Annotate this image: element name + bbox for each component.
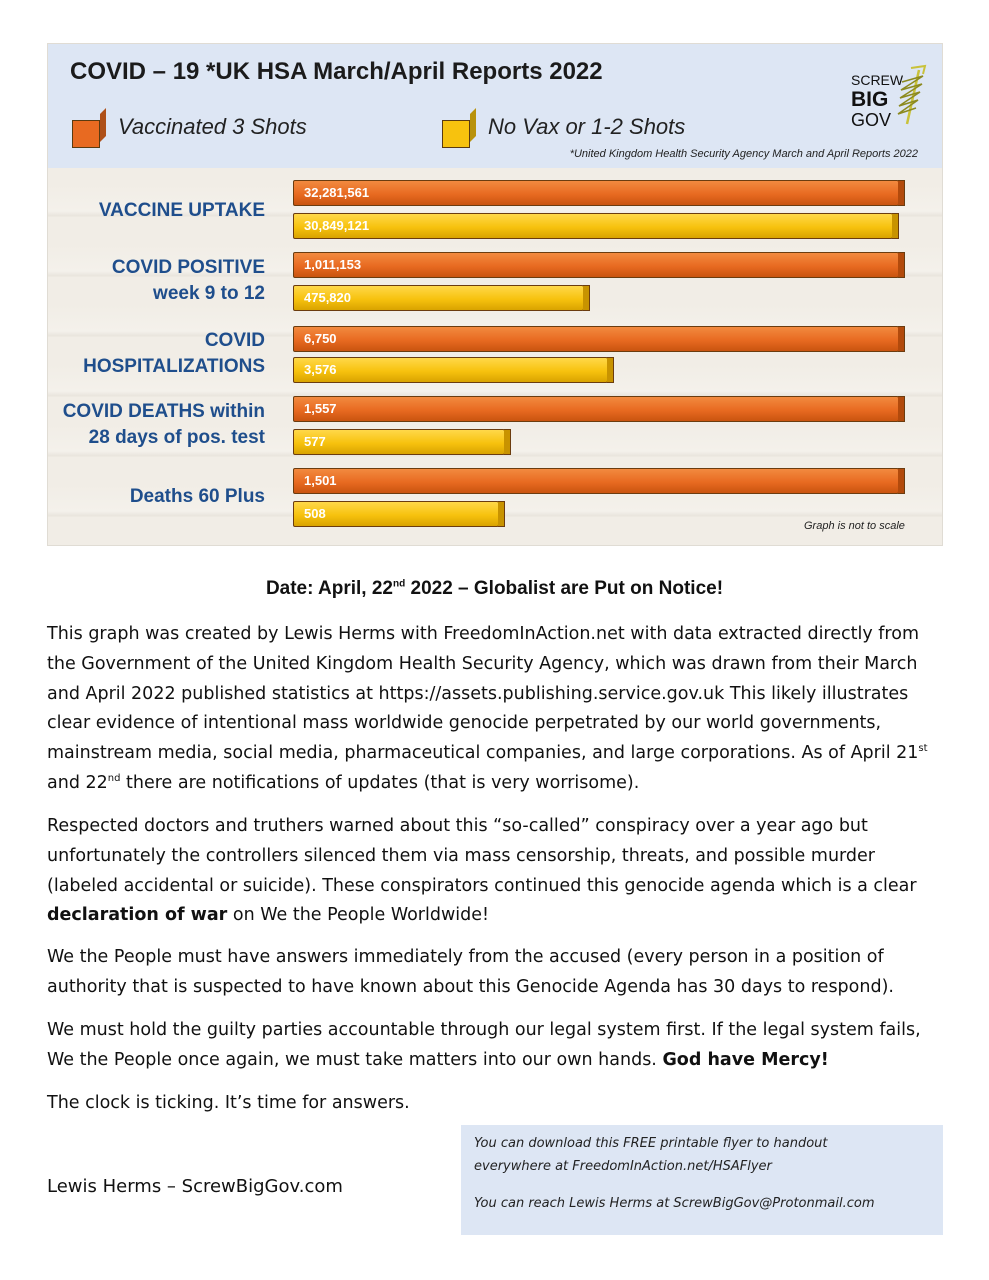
date-prefix: Date: April, 22 (265, 578, 393, 599)
category-label-line: Deaths 60 Plus (129, 486, 265, 507)
bar-value-label: 1,501 (304, 473, 337, 488)
legend-swatch-vaccinated (72, 120, 100, 148)
category-label-line: COVID (204, 330, 265, 351)
bar-value-label: 32,281,561 (304, 185, 370, 200)
logo-text-line2: BIG (851, 88, 889, 111)
category-label-covid-deaths (63, 399, 265, 451)
paragraph-text: We must hold the guilty parties accountable through our legal system first. If the legal system fails, We the People once again, we must take matters into our own hands. (47, 1020, 921, 1070)
logo-text-line1: SCREW (851, 72, 904, 88)
bar-novax-covid-deaths (293, 429, 505, 455)
chart-panel (47, 43, 943, 546)
paragraph-3 (47, 943, 947, 1003)
category-label-vaccine-uptake (99, 198, 265, 224)
paragraph-text: We the People must have answers immediately from the accused (every person in a position of authority that is suspected to have known about this Genocide Agenda has 30 days to respond). (47, 947, 894, 997)
paragraph-text: The clock is ticking. It’s time for answers. (47, 1093, 410, 1113)
bar-value-label: 30,849,121 (304, 218, 370, 233)
paragraph-text: and 22 (47, 772, 108, 793)
author-signature: Lewis Herms – ScrewBigGov.com (47, 1176, 343, 1197)
category-label-line: COVID DEATHS within (62, 401, 265, 422)
legend-label-novax: No Vax or 1-2 Shots (488, 114, 686, 139)
info-line-contact: You can reach Lewis Herms at ScrewBigGov@Protonmail.com (474, 1196, 875, 1211)
legend-swatch-novax (442, 120, 470, 148)
screw-icon (889, 64, 929, 134)
paragraph-1 (47, 620, 947, 799)
paragraph-text: This graph was created by Lewis Herms with FreedomInAction.net with data extracted directly from the Government of the United Kingdom Health Security Agency, which was drawn from their March and April 2022 published statistics at https://assets.publishing.service.gov.uk This likely illustrates clear evidence of intentional mass worldwide genocide perpetrated by our world governments, mainstream media, social media, pharmaceutical companies, and large corporations. As of April 21 (47, 624, 920, 764)
screw-big-gov-logo (843, 64, 925, 134)
category-label-covid-positive (112, 255, 265, 307)
date-heading (0, 578, 989, 600)
category-label-line: week 9 to 12 (153, 283, 265, 304)
bar-novax-deaths-60-plus (293, 501, 499, 527)
info-line-download: You can download this FREE printable flyer to handout (474, 1136, 828, 1151)
category-label-hospitalizations (83, 328, 265, 380)
date-suffix: 2022 – Globalist are Put on Notice! (405, 578, 724, 599)
chart-header (48, 44, 942, 168)
bar-novax-covid-positive (293, 285, 584, 311)
bar-value-label: 1,557 (304, 401, 337, 416)
paragraph-text: Respected doctors and truthers warned about this “so-called” conspiracy over a year ago but unfortunately the controllers silenced them via mass censorship, threats, and possible murder (labeled accidental or suicide). These conspirators continued this genocide agenda which is a clear (47, 816, 917, 896)
bar-vaccinated-covid-positive (293, 252, 899, 278)
bar-value-label: 577 (304, 434, 326, 449)
paragraph-2 (47, 812, 947, 931)
bar-vaccinated-deaths-60-plus (293, 468, 899, 494)
bar-value-label: 6,750 (304, 331, 337, 346)
scale-note: Graph is not to scale (804, 520, 905, 532)
bar-value-label: 3,576 (304, 362, 337, 377)
category-label-line: 28 days of pos. test (88, 427, 265, 448)
paragraph-text: there are notifications of updates (that is very worrisome). (120, 772, 640, 793)
emphasis-text: God have Mercy! (662, 1049, 829, 1070)
info-box (461, 1125, 943, 1235)
ordinal-sup: nd (107, 773, 121, 785)
logo-text-line3: GOV (851, 110, 892, 130)
bar-value-label: 475,820 (304, 290, 351, 305)
bar-value-label: 1,011,153 (304, 257, 362, 272)
category-label-line: HOSPITALIZATIONS (83, 356, 265, 377)
category-label-line: VACCINE UPTAKE (98, 200, 265, 221)
source-note: *United Kingdom Health Security Agency March and April Reports 2022 (569, 148, 918, 160)
bar-novax-vaccine-uptake (293, 213, 893, 239)
paragraph-5 (47, 1089, 947, 1119)
date-sup: nd (393, 578, 406, 590)
legend-label-vaccinated: Vaccinated 3 Shots (118, 114, 307, 139)
bar-novax-hospitalizations (293, 357, 608, 383)
ordinal-sup: st (918, 743, 928, 755)
bar-vaccinated-hospitalizations (293, 326, 899, 352)
bar-vaccinated-vaccine-uptake (293, 180, 899, 206)
bar-value-label: 508 (304, 506, 326, 521)
category-label-deaths-60-plus (130, 484, 265, 510)
bar-vaccinated-covid-deaths (293, 396, 899, 422)
chart-title: COVID – 19 *UK HSA March/April Reports 2022 (70, 58, 603, 85)
category-label-line: COVID POSITIVE (111, 257, 265, 278)
paragraph-4 (47, 1016, 947, 1076)
paragraph-text: on We the People Worldwide! (227, 905, 490, 926)
emphasis-text: declaration of war (47, 905, 228, 926)
info-line-url: everywhere at FreedomInAction.net/HSAFlyer (474, 1159, 772, 1174)
